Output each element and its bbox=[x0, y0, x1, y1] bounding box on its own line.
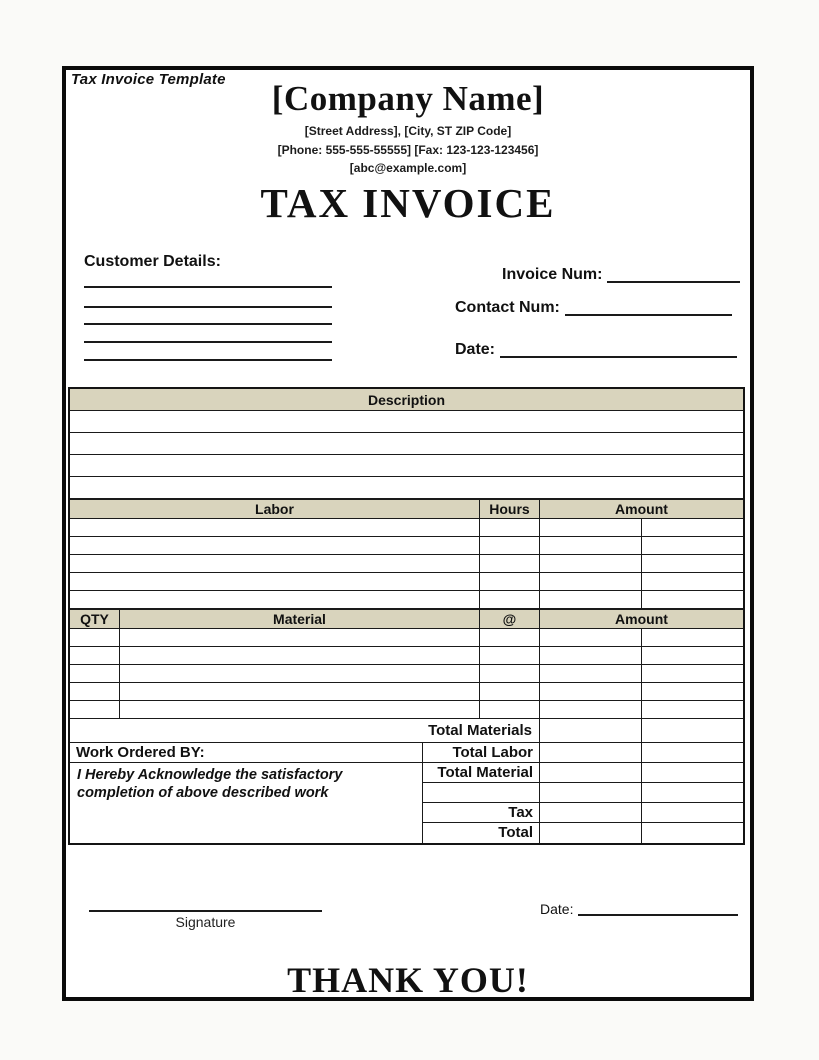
signature-label: Signature bbox=[175, 914, 236, 930]
material-row bbox=[70, 629, 743, 647]
labor-amount-cents-cell[interactable] bbox=[642, 555, 743, 572]
invoice-num-label: Invoice Num: bbox=[502, 266, 603, 283]
invoice-sheet bbox=[62, 66, 754, 1001]
at-rate-header: @ bbox=[480, 610, 540, 628]
labor-amount-cell[interactable] bbox=[540, 519, 642, 536]
footer-date-input-line[interactable] bbox=[578, 903, 738, 916]
material-cell[interactable] bbox=[120, 683, 480, 700]
labor-header: Labor bbox=[70, 500, 480, 518]
material-cell[interactable] bbox=[120, 629, 480, 646]
work-ordered-label: Work Ordered BY: bbox=[70, 743, 422, 763]
hours-header: Hours bbox=[480, 500, 540, 518]
labor-amount-cents-cell[interactable] bbox=[642, 591, 743, 608]
grand-total-label: Total bbox=[423, 823, 540, 843]
material-amount-cell[interactable] bbox=[540, 701, 642, 718]
hours-cell[interactable] bbox=[480, 537, 540, 554]
labor-cell[interactable] bbox=[70, 519, 480, 536]
qty-cell[interactable] bbox=[70, 629, 120, 646]
at-rate-cell[interactable] bbox=[480, 647, 540, 664]
grand-total-row bbox=[423, 823, 743, 843]
material-amount-cell[interactable] bbox=[540, 629, 642, 646]
phone-fax-line: [Phone: 555-555-55555] [Fax: 123-123-123456] bbox=[277, 143, 539, 157]
labor-cell[interactable] bbox=[70, 537, 480, 554]
customer-blank-line-3[interactable] bbox=[84, 323, 332, 325]
material-header-row bbox=[70, 609, 743, 629]
material-amount-cell[interactable] bbox=[540, 665, 642, 682]
total-materials-amount-cell[interactable] bbox=[540, 719, 642, 742]
company-name: [Company Name] bbox=[271, 79, 545, 118]
description-cell[interactable] bbox=[70, 455, 743, 476]
date-label: Date: bbox=[455, 341, 496, 358]
total-labor-amount-cell[interactable] bbox=[540, 743, 642, 762]
street-address-line: [Street Address], [City, ST ZIP Code] bbox=[304, 124, 512, 138]
tax-cents-cell[interactable] bbox=[642, 803, 743, 822]
labor-amount-cents-cell[interactable] bbox=[642, 573, 743, 590]
tax-label: Tax bbox=[423, 803, 540, 822]
footer-date-label: Date: bbox=[540, 901, 574, 917]
total-materials-row bbox=[70, 719, 743, 743]
qty-cell[interactable] bbox=[70, 683, 120, 700]
work-ordered-cell bbox=[70, 743, 423, 843]
hours-cell[interactable] bbox=[480, 555, 540, 572]
material-cell[interactable] bbox=[120, 647, 480, 664]
labor-amount-cell[interactable] bbox=[540, 573, 642, 590]
qty-header: QTY bbox=[70, 610, 120, 628]
total-materials-label: Total Materials bbox=[70, 719, 540, 742]
totals-rows bbox=[423, 743, 743, 843]
invoice-num-input-line[interactable] bbox=[607, 269, 740, 283]
material-amount-cents-cell[interactable] bbox=[642, 683, 743, 700]
material-amount-cents-cell[interactable] bbox=[642, 701, 743, 718]
description-row bbox=[70, 433, 743, 455]
at-rate-cell[interactable] bbox=[480, 629, 540, 646]
labor-amount-cents-cell[interactable] bbox=[642, 537, 743, 554]
customer-details-label: Customer Details: bbox=[84, 253, 221, 270]
footer-date-field bbox=[540, 899, 738, 916]
blank-total-cents-cell[interactable] bbox=[642, 783, 743, 802]
blank-total-amount-cell[interactable] bbox=[540, 783, 642, 802]
description-header-row bbox=[70, 389, 743, 411]
qty-cell[interactable] bbox=[70, 647, 120, 664]
hours-cell[interactable] bbox=[480, 591, 540, 608]
total-labor-row bbox=[423, 743, 743, 763]
customer-blank-line-2[interactable] bbox=[84, 306, 332, 308]
hours-cell[interactable] bbox=[480, 519, 540, 536]
signature-block bbox=[89, 910, 322, 930]
totals-block bbox=[70, 743, 743, 843]
grand-total-amount-cell[interactable] bbox=[540, 823, 642, 843]
total-labor-label: Total Labor bbox=[423, 743, 540, 762]
labor-amount-cell[interactable] bbox=[540, 591, 642, 608]
material-amount-header: Amount bbox=[615, 611, 668, 627]
material-amount-cents-cell[interactable] bbox=[642, 665, 743, 682]
contact-num-label: Contact Num: bbox=[455, 299, 560, 316]
at-rate-cell[interactable] bbox=[480, 701, 540, 718]
description-cell[interactable] bbox=[70, 433, 743, 454]
date-input-line[interactable] bbox=[500, 344, 737, 358]
description-cell[interactable] bbox=[70, 477, 743, 498]
total-material-cents-cell[interactable] bbox=[642, 763, 743, 782]
qty-cell[interactable] bbox=[70, 665, 120, 682]
description-row bbox=[70, 477, 743, 499]
labor-row bbox=[70, 537, 743, 555]
labor-row bbox=[70, 573, 743, 591]
acknowledgement-text: I Hereby Acknowledge the satisfactory completion of above described work bbox=[77, 767, 343, 801]
material-amount-cents-cell[interactable] bbox=[642, 647, 743, 664]
material-amount-cents-cell[interactable] bbox=[642, 629, 743, 646]
labor-amount-cell[interactable] bbox=[540, 537, 642, 554]
tax-row bbox=[423, 803, 743, 823]
invoice-num-field bbox=[502, 265, 740, 283]
labor-amount-cents-cell[interactable] bbox=[642, 519, 743, 536]
material-row bbox=[70, 665, 743, 683]
total-materials-cents-cell[interactable] bbox=[642, 719, 743, 742]
labor-header-row bbox=[70, 499, 743, 519]
customer-blank-line-4[interactable] bbox=[84, 341, 332, 343]
at-rate-cell[interactable] bbox=[480, 665, 540, 682]
material-row bbox=[70, 683, 743, 701]
material-amount-cell[interactable] bbox=[540, 647, 642, 664]
date-field bbox=[455, 340, 737, 358]
labor-cell[interactable] bbox=[70, 573, 480, 590]
description-row bbox=[70, 411, 743, 433]
grand-total-cents-cell[interactable] bbox=[642, 823, 743, 843]
material-header: Material bbox=[120, 610, 480, 628]
contact-num-input-line[interactable] bbox=[565, 302, 732, 316]
description-row bbox=[70, 455, 743, 477]
material-cell[interactable] bbox=[120, 665, 480, 682]
labor-amount-header: Amount bbox=[615, 501, 668, 517]
material-cell[interactable] bbox=[120, 701, 480, 718]
description-cell[interactable] bbox=[70, 411, 743, 432]
total-material-row bbox=[423, 763, 743, 783]
contact-num-field bbox=[455, 298, 732, 316]
customer-blank-line-5[interactable] bbox=[84, 359, 332, 361]
document-title: TAX INVOICE bbox=[260, 180, 556, 226]
qty-cell[interactable] bbox=[70, 701, 120, 718]
total-material-amount-cell[interactable] bbox=[540, 763, 642, 782]
labor-amount-cell[interactable] bbox=[540, 555, 642, 572]
invoice-tables bbox=[68, 387, 745, 845]
thank-you-text: THANK YOU! bbox=[287, 960, 529, 1000]
hours-cell[interactable] bbox=[480, 573, 540, 590]
template-label: Tax Invoice Template bbox=[71, 71, 226, 88]
total-material-label: Total Material bbox=[423, 763, 540, 782]
labor-cell[interactable] bbox=[70, 555, 480, 572]
description-header: Description bbox=[367, 392, 445, 408]
labor-row bbox=[70, 555, 743, 573]
at-rate-cell[interactable] bbox=[480, 683, 540, 700]
total-labor-cents-cell[interactable] bbox=[642, 743, 743, 762]
blank-total-label bbox=[423, 783, 540, 802]
labor-row bbox=[70, 591, 743, 609]
material-amount-cell[interactable] bbox=[540, 683, 642, 700]
material-row bbox=[70, 701, 743, 719]
blank-total-row bbox=[423, 783, 743, 803]
tax-amount-cell[interactable] bbox=[540, 803, 642, 822]
material-row bbox=[70, 647, 743, 665]
labor-row bbox=[70, 519, 743, 537]
labor-cell[interactable] bbox=[70, 591, 480, 608]
customer-blank-line-1[interactable] bbox=[84, 286, 332, 288]
email-line: [abc@example.com] bbox=[349, 161, 467, 175]
